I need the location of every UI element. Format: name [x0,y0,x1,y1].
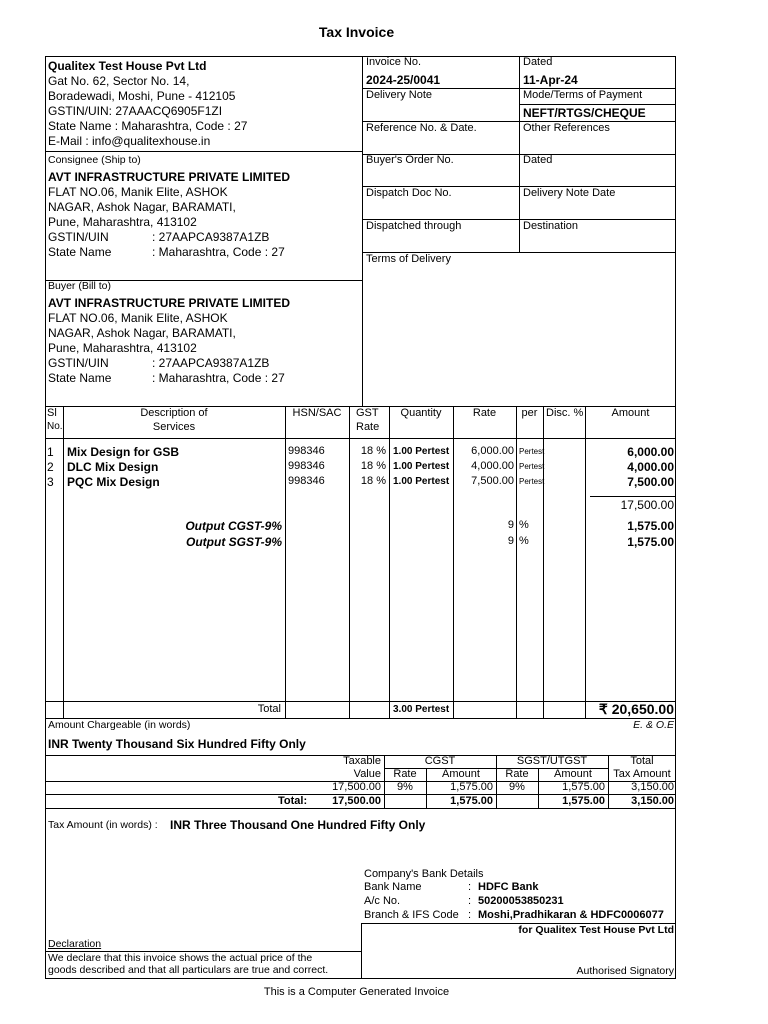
item-sl: 3 [47,475,54,489]
dispatch-doc-label: Dispatch Doc No. [366,187,452,199]
item-gst-rate: 18 % [360,475,386,487]
col-rate: Rate [472,407,497,419]
item-description: Mix Design for GSB [67,445,180,459]
item-hsn: 998346 [288,445,325,457]
item-gst-rate: 18 % [360,445,386,457]
summary-cgst-amount-header: Amount [442,768,480,780]
summary-taxable-header: Taxable [343,755,381,767]
buyer-gstin-label: GSTIN/UIN [48,356,109,370]
summary-cgst-rate: 9% [397,781,413,793]
item-per: Pertest [519,447,545,456]
bank-heading: Company's Bank Details [364,868,484,880]
col-quantity: Quantity [400,407,442,419]
seller-email: E-Mail : info@qualitexhouse.in [48,134,211,148]
item-per: Pertest [519,462,545,471]
buyer-address-line: NAGAR, Ashok Nagar, BARAMATI, [48,326,236,340]
summary-sgst-amount-header: Amount [554,768,592,780]
delivery-note-date-label: Delivery Note Date [523,187,616,199]
total-quantity: 3.00 Pertest [393,704,450,715]
col-per: per [521,407,538,419]
summary-total-tax-header: Tax Amount [613,768,671,780]
item-description: DLC Mix Design [67,460,159,474]
tax-per: % [519,535,529,547]
tax-rate: 9 [507,519,514,531]
reference-label: Reference No. & Date. [366,122,477,134]
summary-value-header: Value [353,768,381,780]
authorised-signatory: Authorised Signatory [576,965,674,977]
bank-colon: : [468,909,472,921]
summary-cgst-amount: 1,575.00 [450,781,493,793]
seller-address-line: Boradewadi, Moshi, Pune - 412105 [48,89,236,103]
subtotal: 17,500.00 [620,498,674,512]
consignee-address-line: NAGAR, Ashok Nagar, BARAMATI, [48,200,236,214]
bank-colon: : [468,895,472,907]
summary-cgst-header: CGST [424,755,456,767]
bank-name: HDFC Bank [478,881,539,893]
item-amount: 4,000.00 [627,460,674,474]
buyer-heading: Buyer (Bill to) [48,280,112,292]
tax-per: % [519,519,529,531]
item-rate: 7,500.00 [471,475,514,487]
payment-mode-label: Mode/Terms of Payment [523,89,643,101]
item-sl: 2 [47,460,54,474]
buyer-state-label: State Name [48,371,112,385]
consignee-address-line: FLAT NO.06, Manik Elite, ASHOK [48,185,228,199]
summary-total-tax: 3,150.00 [631,795,674,807]
item-quantity: 1.00 Pertest [393,461,450,472]
branch-label: Branch & IFS Code [364,909,459,921]
amount-in-words: INR Twenty Thousand Six Hundred Fifty Only [48,737,306,751]
tax-amount: 1,575.00 [627,519,674,533]
bank-name-label: Bank Name [364,881,422,893]
summary-sgst-rate: 9% [509,781,525,793]
amount-words-label: Amount Chargeable (in words) [48,719,191,731]
declaration-text: goods described and that all particulars are true and correct. [48,964,329,976]
dispatched-through-label: Dispatched through [366,220,462,232]
buyer-name: AVT INFRASTRUCTURE PRIVATE LIMITED [48,296,290,310]
item-sl: 1 [47,445,54,459]
col-description: Description of [140,407,208,419]
summary-total: 3,150.00 [631,781,674,793]
col-discount: Disc. % [546,407,584,419]
branch-ifsc: Moshi,Pradhikaran & HDFC0006077 [478,909,664,921]
col-hsn: HSN/SAC [292,407,342,419]
dated-label: Dated [523,56,553,68]
buyer-state: : Maharashtra, Code : 27 [152,371,285,385]
consignee-address-line: Pune, Maharashtra, 413102 [48,215,197,229]
col-gst-rate: Rate [356,421,380,433]
page-title: Tax Invoice [318,24,395,40]
declaration-heading: Declaration [48,938,102,950]
other-references-label: Other References [523,122,610,134]
col-description-2: Services [152,421,196,433]
delivery-note-label: Delivery Note [366,89,433,101]
item-hsn: 998346 [288,475,325,487]
col-sl: Sl [47,407,57,419]
invoice-no: 2024-25/0041 [366,73,441,87]
buyer-gstin: : 27AAPCA9387A1ZB [152,356,270,370]
item-gst-rate: 18 % [360,460,386,472]
consignee-state-label: State Name [48,245,112,259]
eoe: E. & O.E [633,719,674,731]
item-per: Pertest [519,477,545,486]
summary-taxable: 17,500.00 [332,781,381,793]
tax-words-label: Tax Amount (in words) : [48,819,158,831]
grand-total: ₹ 20,650.00 [598,701,674,717]
consignee-gstin: : 27AAPCA9387A1ZB [152,230,270,244]
col-amount: Amount [611,407,650,419]
consignee-heading: Consignee (Ship to) [48,154,141,166]
item-quantity: 1.00 Pertest [393,476,450,487]
footer-note: This is a Computer Generated Invoice [263,986,450,998]
summary-sgst-amount: 1,575.00 [562,781,605,793]
consignee-state: : Maharashtra, Code : 27 [152,245,285,259]
terms-of-delivery-label: Terms of Delivery [366,253,451,265]
buyer-address-line: Pune, Maharashtra, 413102 [48,341,197,355]
item-rate: 6,000.00 [471,445,514,457]
tax-amount: 1,575.00 [627,535,674,549]
summary-total-taxable: 17,500.00 [332,795,381,807]
col-no: No. [47,421,63,432]
buyer-address-line: FLAT NO.06, Manik Elite, ASHOK [48,311,228,325]
tax-label: Output CGST-9% [185,519,282,533]
item-description: PQC Mix Design [67,475,160,489]
declaration-text: We declare that this invoice shows the actual price of the [48,952,313,964]
summary-total-sgst: 1,575.00 [562,795,605,807]
tax-in-words: INR Three Thousand One Hundred Fifty Only [170,818,426,832]
tax-label: Output SGST-9% [186,535,282,549]
signatory-company: for Qualitex Test House Pvt Ltd [518,924,674,936]
item-amount: 6,000.00 [627,445,674,459]
summary-total-label: Total: [278,795,308,807]
seller-name: Qualitex Test House Pvt Ltd [48,59,207,73]
item-amount: 7,500.00 [627,475,674,489]
item-hsn: 998346 [288,460,325,472]
summary-sgst-rate-header: Rate [505,768,529,780]
item-rate: 4,000.00 [471,460,514,472]
account-label: A/c No. [364,895,401,907]
seller-gstin: GSTIN/UIN: 27AAACQ6905F1ZI [48,104,223,118]
summary-total-header: Total [630,755,654,767]
consignee-name: AVT INFRASTRUCTURE PRIVATE LIMITED [48,170,290,184]
tax-rate: 9 [507,535,514,547]
order-dated-label: Dated [523,154,553,166]
destination-label: Destination [523,220,579,232]
seller-state: State Name : Maharashtra, Code : 27 [48,119,248,133]
item-quantity: 1.00 Pertest [393,446,450,457]
payment-mode: NEFT/RTGS/CHEQUE [523,106,646,120]
seller-address-line: Gat No. 62, Sector No. 14, [48,74,190,88]
bank-colon: : [468,881,472,893]
account-number: 50200053850231 [478,895,564,907]
invoice-no-label: Invoice No. [366,56,422,68]
summary-cgst-rate-header: Rate [393,768,417,780]
invoice-date: 11-Apr-24 [523,73,578,87]
col-gst: GST [356,407,379,419]
buyers-order-label: Buyer's Order No. [366,154,454,166]
consignee-gstin-label: GSTIN/UIN [48,230,109,244]
summary-sgst-header: SGST/UTGST [516,755,588,767]
total-label: Total [257,703,281,715]
summary-total-cgst: 1,575.00 [450,795,493,807]
